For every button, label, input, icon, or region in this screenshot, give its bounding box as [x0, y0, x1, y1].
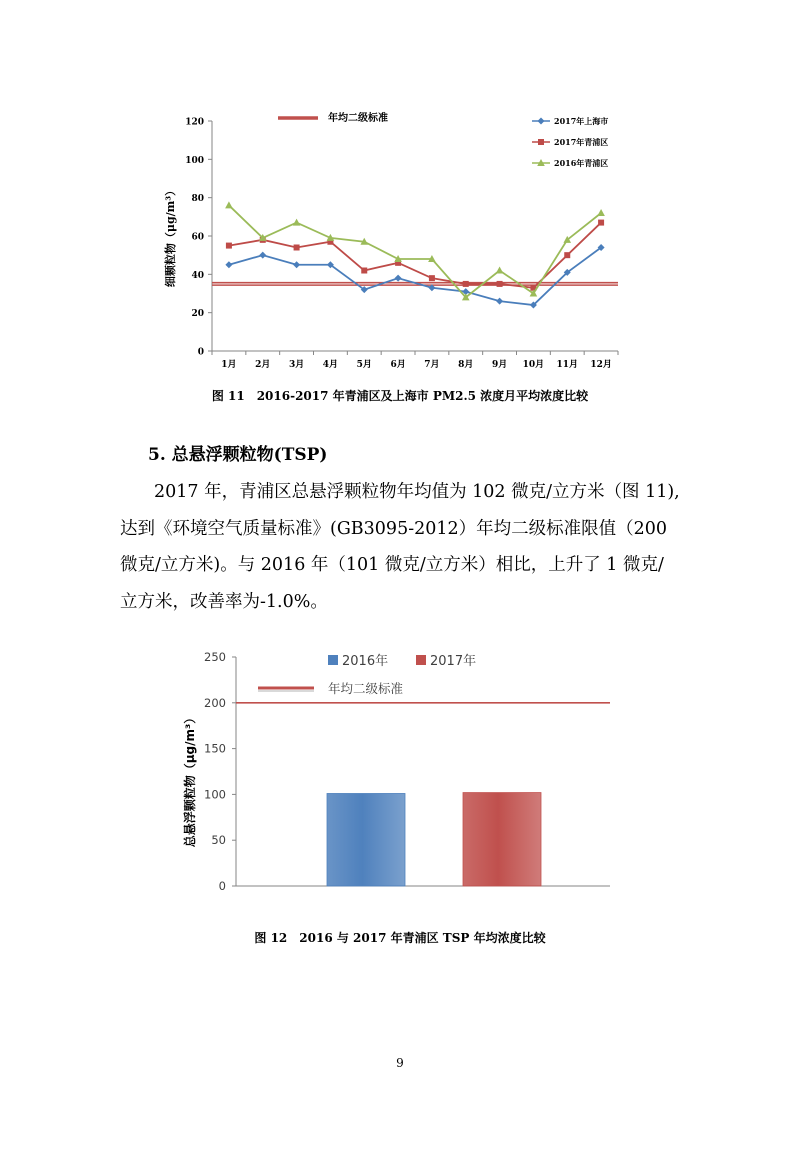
x-tick-label: 11月	[556, 360, 579, 370]
y-tick-label: 20	[191, 309, 204, 320]
legend-swatch	[328, 655, 338, 665]
y-tick-label: 250	[204, 650, 226, 664]
data-point	[538, 118, 545, 125]
data-point	[293, 219, 301, 226]
data-point	[496, 267, 504, 274]
x-tick-label: 7月	[424, 360, 440, 370]
legend-swatch	[416, 655, 426, 665]
data-point	[429, 275, 435, 281]
figure-11-caption-text: 图 11 2016-2017 年青浦区及上海市 PM2.5 浓度月平均浓度比较	[211, 389, 589, 403]
x-tick-label: 8月	[458, 360, 474, 370]
y-tick-label: 100	[204, 787, 226, 802]
data-point	[225, 201, 233, 208]
paragraph-line-3: 微克/立方米)。与 2016 年（101 微克/立方米）相比，上升了 1 微克/	[120, 555, 664, 575]
x-tick-label: 5月	[356, 360, 372, 370]
reference-legend-label: 年均二级标准	[328, 113, 388, 124]
y-tick-label: 60	[191, 232, 204, 243]
data-point	[361, 268, 367, 274]
bar-2017年	[463, 793, 541, 886]
data-point	[463, 281, 469, 287]
x-tick-label: 1月	[221, 360, 237, 370]
series-2	[226, 220, 604, 291]
y-tick-label: 50	[211, 833, 226, 848]
data-point	[395, 275, 402, 282]
data-point	[497, 281, 503, 287]
reference-legend-label: 年均二级标准	[328, 681, 404, 696]
y-tick-label: 80	[191, 194, 204, 205]
y-tick-label: 100	[185, 155, 204, 166]
y-axis-label: 总悬浮颗粒物（μg/m³）	[183, 711, 197, 848]
data-point	[259, 252, 266, 259]
tsp-annual-bar-chart	[180, 645, 620, 895]
data-point	[564, 252, 570, 258]
series-1	[225, 244, 604, 309]
x-tick-label: 2月	[255, 360, 271, 370]
x-tick-label: 4月	[322, 360, 339, 370]
legend-label: 2017年	[430, 654, 477, 669]
data-point	[538, 139, 544, 145]
x-tick-label: 9月	[491, 360, 508, 370]
y-tick-label: 40	[191, 270, 204, 281]
figure-12-caption	[0, 929, 800, 946]
body-paragraph	[120, 474, 700, 620]
x-tick-label: 10月	[522, 360, 545, 370]
data-point	[225, 261, 232, 268]
legend-label: 2016年	[342, 654, 389, 669]
y-tick-label: 0	[218, 879, 226, 893]
y-tick-label: 0	[197, 347, 204, 358]
data-point	[294, 245, 300, 251]
data-point	[597, 209, 605, 216]
x-tick-label: 12月	[590, 360, 612, 370]
paragraph-line-2: 达到《环境空气质量标准》(GB3095-2012）年均二级标准限值（200	[120, 518, 668, 539]
paragraph-line-4: 立方米，改善率为-1.0%。	[120, 591, 328, 612]
x-tick-label: 3月	[288, 360, 305, 370]
y-tick-label: 120	[185, 117, 204, 128]
series-line	[229, 223, 601, 288]
legend-label: 2017年青浦区	[554, 137, 609, 147]
section-heading: 5. 总悬浮颗粒物(TSP)	[148, 445, 328, 465]
data-point	[496, 298, 503, 305]
figure-11-caption	[0, 387, 800, 404]
y-axis-label: 细颗粒物（μg/m³）	[164, 184, 177, 288]
legend-label: 2016年青浦区	[554, 158, 609, 168]
figure-12-caption-text: 图 12 2016 与 2017 年青浦区 TSP 年均浓度比较	[254, 931, 546, 945]
bar-2016年	[327, 793, 405, 886]
data-point	[293, 261, 300, 268]
legend-label: 2017年上海市	[554, 116, 609, 126]
page-number: 9	[396, 1056, 404, 1070]
data-point	[598, 220, 604, 226]
x-tick-label: 6月	[390, 360, 406, 370]
paragraph-line-1	[120, 474, 700, 511]
pm25-monthly-line-chart	[150, 100, 630, 385]
y-tick-label: 200	[204, 695, 226, 710]
y-tick-label: 150	[204, 741, 226, 756]
paragraph-line-1-text: 2017 年，青浦区总悬浮颗粒物年均值为 102 微克/立方米（图 11),	[154, 482, 680, 502]
data-point	[226, 243, 232, 249]
